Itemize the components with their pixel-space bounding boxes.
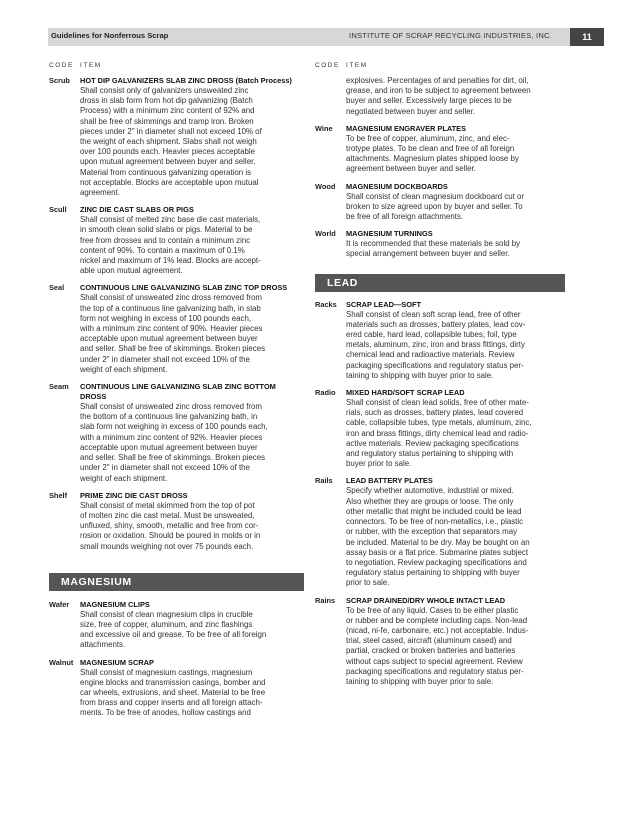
spec-text-line: buyer and seller. Excessively large pieces to be — [346, 96, 512, 106]
spec-entry — [315, 388, 565, 469]
spec-code: Seal — [49, 283, 65, 293]
spec-body — [346, 388, 565, 469]
spec-text-line: agreement. — [80, 188, 120, 198]
spec-entry — [49, 205, 304, 276]
spec-text-line: packaging specifications and regulatory status per- — [346, 360, 524, 370]
lead-entries — [315, 300, 565, 688]
spec-entry — [49, 491, 304, 552]
spec-text-line: cable, collapsible tubes, type metals, aluminum, zinc, — [346, 418, 532, 428]
spec-body — [346, 300, 565, 381]
spec-body — [346, 596, 565, 688]
spec-text-line: iron and brass fittings, dirty chemical lead and radio- — [346, 428, 529, 438]
spec-entry — [49, 76, 304, 198]
spec-text-line: with a minimum zinc content of 92%. Heavier pieces — [80, 432, 263, 442]
spec-text-line: small mounds weighing not over 75 pounds each. — [80, 541, 254, 551]
item-heading: ITEM — [80, 62, 102, 69]
spec-title: PRIME ZINC DIE CAST DROSS — [80, 490, 188, 500]
spec-text-line: pieces under 2" in diameter shall not exceed 10% of — [80, 126, 262, 136]
spec-text-line: connectors. To be free of non-metallics, i.e., plastic — [346, 517, 524, 527]
spec-text-line: materials such as drosses, battery plates, lead cov- — [346, 319, 526, 329]
spec-text-line: dross in slab form from hot dip galvanizing (Batch — [80, 96, 253, 106]
column-headings — [315, 62, 565, 76]
spec-text-line: slab form not weighing in excess of 100 pounds each, — [80, 422, 268, 432]
spec-text-line: the bottom of a continuous line galvanizing bath, in — [80, 412, 258, 422]
spec-text-line: from brass and copper inserts and all foreign attach- — [80, 698, 263, 708]
spec-code: Wine — [315, 123, 333, 133]
spec-body — [80, 600, 304, 651]
spec-body — [80, 76, 304, 198]
spec-text-line: (nicad, ni-fe, carbonaire, etc.) not acceptable. Indus- — [346, 625, 529, 635]
header-guide-title: Guidelines for Nonferrous Scrap — [51, 31, 169, 40]
spec-body — [80, 491, 304, 552]
spec-text-line: or rubber and be complete including caps. Non-lead — [346, 615, 528, 625]
spec-text-line: and seller. Shall be free of skimmings. Broken pieces — [80, 453, 266, 463]
spec-entry — [49, 283, 304, 375]
spec-text-line: acceptable upon mutual agreement between buyer — [80, 334, 258, 344]
spec-text-line: with a minimum zinc content of 90%. Heavier pieces — [80, 324, 263, 334]
spec-text-line: negotiated between buyer and seller. — [346, 106, 475, 116]
spec-text-line: To be free of copper, aluminum, zinc, and elec- — [346, 133, 510, 143]
spec-text-line: Shall consist of unsweated zinc dross removed from — [80, 402, 263, 412]
spec-text-line: engine blocks and transmission casings, bomber and — [80, 677, 266, 687]
spec-entry — [315, 229, 565, 259]
spec-body — [80, 658, 304, 719]
spec-entry — [315, 596, 565, 688]
spec-text-line: under 2" in diameter shall not exceed 10% of the — [80, 354, 250, 364]
spec-text-line: Shall consist of melted zinc base die cast materials, — [80, 215, 261, 225]
spec-text-line: To be free of any liquid. Cases to be either plastic — [346, 605, 519, 615]
zinc-entries — [49, 76, 304, 552]
spec-text-line: grease, and iron to be subject to agreement between — [346, 86, 531, 96]
spec-text-line: over 100 pounds each. Heavier pieces acceptable — [80, 147, 256, 157]
spec-title: SCRAP DRAINED/DRY WHOLE INTACT LEAD — [346, 595, 506, 605]
spec-text-line: without caps subject to special agreement. Review — [346, 656, 523, 666]
spec-text-line: metals, aluminum, zinc, iron and brass fittings, dirty — [346, 340, 525, 350]
spec-title: CONTINUOUS LINE GALVANIZING SLAB ZINC BOTTOM DROSS — [80, 382, 276, 402]
spec-code: World — [315, 229, 336, 239]
spec-text-line: weight of each shipment. — [80, 473, 168, 483]
spec-text-line: partial, cracked or broken batteries and batteries — [346, 646, 516, 656]
spec-code: Rains — [315, 595, 336, 605]
spec-text-line: buyer prior to sale. — [346, 459, 412, 469]
spec-text-line: ments. To be free of anodes, hollow castings and — [80, 708, 251, 718]
spec-text-line: Shall consist of unsweated zinc dross removed from — [80, 293, 263, 303]
magnesium-section-band: MAGNESIUM — [49, 573, 304, 591]
spec-body — [80, 382, 304, 484]
spec-text-line: prior to sale. — [346, 578, 390, 588]
spec-entry — [315, 124, 565, 175]
spec-text-line: Shall consist of clean lead solids, free of other mate- — [346, 398, 529, 408]
column-headings — [49, 62, 304, 76]
spec-text-line: packaging specifications and regulatory status per- — [346, 666, 524, 676]
spec-body — [346, 476, 565, 588]
spec-text-line: taining to shipping with buyer prior to sale. — [346, 676, 494, 686]
code-heading: CODE — [315, 62, 340, 69]
spec-text-line: ered cable, hard lead, collapsible tubes, foil, type — [346, 330, 517, 340]
spec-text-line: or rubber, with the exception that separators may — [346, 527, 518, 537]
spec-body — [346, 182, 565, 223]
spec-text-line: Material from continuous galvanizing operation is — [80, 167, 252, 177]
spec-code: Rails — [315, 476, 333, 486]
spec-code: Walnut — [49, 657, 74, 667]
spec-text-line: chemical lead and radioactive materials. Review — [346, 350, 515, 360]
spec-code: Scrub — [49, 76, 70, 85]
spec-text-line: in smooth clean solid slabs or pigs. Material to be — [80, 225, 253, 235]
spec-text-line: not acceptable. Blocks are acceptable upon mutual — [80, 177, 259, 187]
spec-body — [346, 76, 565, 117]
spec-text-line: the top of a continuous line galvanizing bath, in slab — [80, 303, 261, 313]
spec-text-line: free from drosses and to contain a minimum zinc — [80, 235, 251, 245]
page-number: 11 — [570, 28, 604, 46]
spec-code: Wood — [315, 181, 336, 191]
code-heading: CODE — [49, 62, 74, 69]
spec-title: HOT DIP GALVANIZERS SLAB ZINC DROSS (Batch Process) — [80, 76, 292, 85]
spec-entry — [49, 658, 304, 719]
left-column — [49, 62, 304, 726]
spec-text-line: other metallic that might be included could be lead — [346, 506, 522, 516]
spec-text-line: and excessive oil and grease. To be free of all foreign — [80, 630, 267, 640]
spec-text-line: attachments. — [80, 640, 126, 650]
spec-text-line: unfluxed, shiny, smooth, metallic and free from cor- — [80, 521, 259, 531]
spec-text-line: agreement between buyer and seller. — [346, 164, 476, 174]
spec-title: MAGNESIUM ENGRAVER PLATES — [346, 123, 467, 133]
magnesium-continued-entries — [315, 76, 565, 260]
spec-entry — [315, 300, 565, 381]
spec-text-line: taining to shipping with buyer prior to sale. — [346, 370, 494, 380]
spec-text-line: and regulatory status pertaining to shipping with — [346, 449, 514, 459]
spec-code: Wafer — [49, 599, 70, 609]
spec-text-line: active materials. Review packaging specifications — [346, 438, 519, 448]
spec-text-line: to negotiation. Review packaging specifications and — [346, 557, 527, 567]
spec-title: MAGNESIUM DOCKBOARDS — [346, 181, 448, 191]
spec-text-line: able upon mutual agreement. — [80, 266, 183, 276]
spec-text-line: regulatory status pertaining to shipping with buyer — [346, 568, 520, 578]
spec-text-line: weight of each shipment. — [80, 364, 168, 374]
lead-section-band: LEAD — [315, 274, 565, 292]
spec-text-line: Shall consist only of galvanizers unsweated zinc — [80, 86, 249, 95]
spec-text-line: Shall consist of clean soft scrap lead, free of other — [346, 309, 521, 319]
spec-text-line: broken to size agreed upon by buyer and seller. To — [346, 201, 523, 211]
spec-body — [346, 124, 565, 175]
spec-title: MAGNESIUM CLIPS — [80, 599, 150, 609]
spec-text-line: content of 90%. To contain a maximum of 0.1% — [80, 245, 245, 255]
spec-title: SCRAP LEAD—SOFT — [346, 299, 422, 309]
spec-text-line: Shall consist of magnesium castings, magnesium — [80, 667, 253, 677]
spec-text-line: size, free of copper, aluminum, and zinc flashings — [80, 619, 253, 629]
spec-text-line: explosives. Percentages of and penalties for dirt, oil, — [346, 76, 529, 85]
spec-title: CONTINUOUS LINE GALVANIZING SLAB ZINC TOP DROSS — [80, 283, 288, 293]
spec-entry — [315, 182, 565, 223]
spec-text-line: the weight of each shipment. Slabs shall not weigh — [80, 137, 257, 147]
spec-text-line: under 2" in diameter shall not exceed 10% of the — [80, 463, 250, 473]
right-column — [315, 62, 565, 694]
spec-text-line: Shall consist of metal skimmed from the top of pot — [80, 500, 255, 510]
spec-text-line: be free of all foreign attachments. — [346, 212, 464, 222]
spec-body — [346, 229, 565, 259]
item-heading: ITEM — [346, 62, 368, 69]
spec-text-line: car wheels, extrusions, and sheet. Material to be free — [80, 687, 266, 697]
spec-code: Shelf — [49, 490, 68, 500]
spec-title: MIXED HARD/SOFT SCRAP LEAD — [346, 388, 465, 398]
spec-code: Seam — [49, 382, 69, 392]
spec-text-line: Process) with a minimum zinc content of 92% and — [80, 106, 255, 116]
spec-text-line: Shall consist of clean magnesium clips in crucible — [80, 609, 253, 619]
spec-text-line: assay basis or a flat price. Submarine plates subject — [346, 547, 529, 557]
spec-text-line: and seller. Shall be free of skimmings. Broken pieces — [80, 344, 266, 354]
spec-code: Radio — [315, 388, 336, 398]
spec-title: MAGNESIUM SCRAP — [80, 657, 154, 667]
spec-entry — [49, 600, 304, 651]
spec-body — [80, 283, 304, 375]
page-header — [48, 28, 604, 46]
magnesium-entries — [49, 600, 304, 719]
spec-text-line: rials, such as drosses, battery plates, lead covered — [346, 408, 524, 418]
spec-text-line: Also whether they are groups or loose. The only — [346, 496, 514, 506]
spec-text-line: be included. Material to be dry. May be bought on an — [346, 537, 530, 547]
spec-text-line: form not weighing in excess of 100 pounds each, — [80, 313, 252, 323]
spec-text-line: rosion or oxidation. Should be poured in molds or in — [80, 531, 261, 541]
spec-text-line: acceptable upon mutual agreement between buyer — [80, 442, 258, 452]
spec-text-line: of molten zinc die cast metal. Must be unsweated, — [80, 510, 255, 520]
spec-entry — [315, 76, 565, 117]
spec-entry — [315, 476, 565, 588]
spec-text-line: shall be free of skimmings and tramp iron. Broken — [80, 116, 254, 126]
spec-text-line: It is recommended that these materials be sold by — [346, 239, 521, 249]
spec-title: MAGNESIUM TURNINGS — [346, 229, 433, 239]
spec-text-line: attachments. Magnesium plates shipped loose by — [346, 154, 519, 164]
spec-text-line: trial, steel cased, aircraft (aluminum cased) and — [346, 636, 512, 646]
spec-text-line: special arrangement between buyer and seller. — [346, 249, 510, 259]
spec-code: Racks — [315, 299, 337, 309]
spec-text-line: upon mutual agreement between buyer and seller. — [80, 157, 256, 167]
spec-entry — [49, 382, 304, 484]
spec-code: Scull — [49, 205, 67, 215]
header-publisher: INSTITUTE OF SCRAP RECYCLING INDUSTRIES, INC. — [349, 31, 552, 40]
spec-text-line: trotype plates. To be clean and free of all foreign — [346, 144, 515, 154]
spec-title: ZINC DIE CAST SLABS OR PIGS — [80, 205, 194, 215]
spec-title: LEAD BATTERY PLATES — [346, 476, 433, 486]
spec-body — [80, 205, 304, 276]
spec-text-line: Shall consist of clean magnesium dockboard cut or — [346, 191, 525, 201]
spec-text-line: nickel and maximum of 1% lead. Blocks are accept- — [80, 256, 261, 266]
spec-text-line: Specify whether automotive, industrial or mixed. — [346, 486, 514, 496]
